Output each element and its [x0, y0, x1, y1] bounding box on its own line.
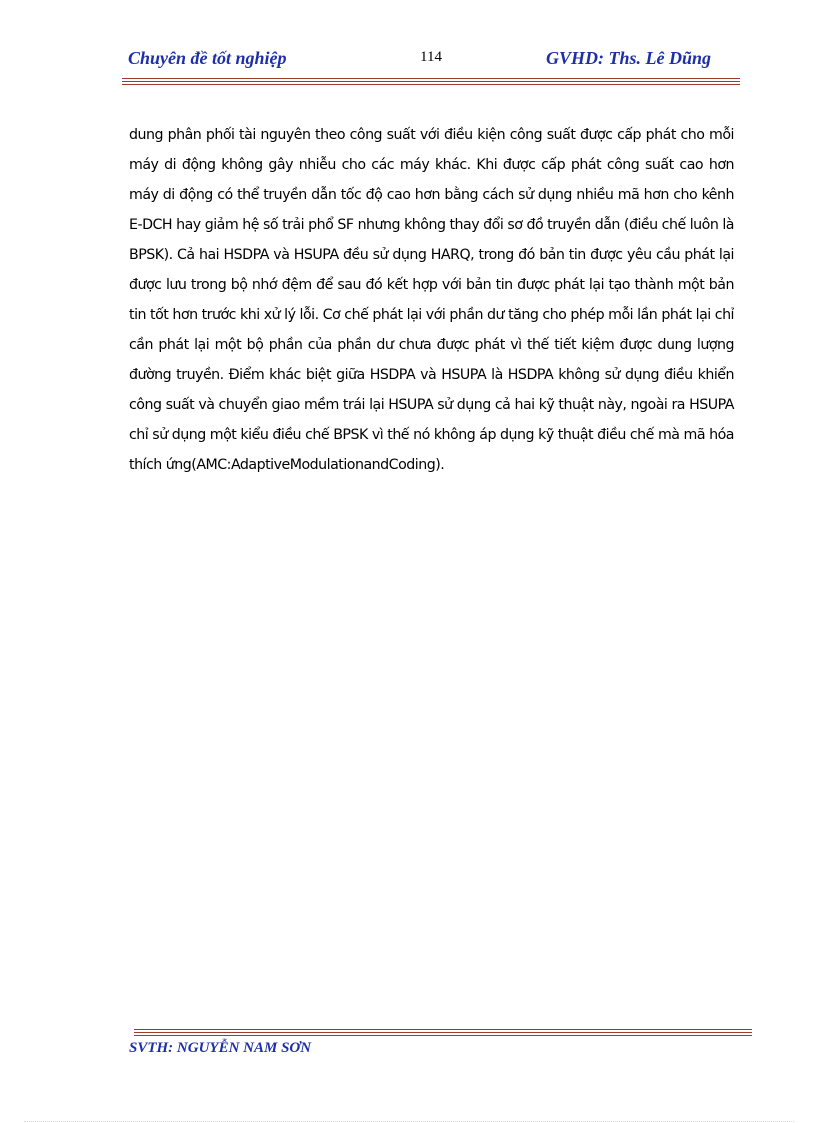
header-divider: [122, 78, 740, 79]
header-supervisor: GVHD: Ths. Lê Dũng: [546, 48, 712, 68]
body-paragraph: dung phân phối tài nguyên theo công suất với điều kiện công suất được cấp phát cho mỗi máy di động không gây nhiễu cho các máy khác. Khi được cấp phát công suất cao hơn máy di động có thể truyền dẫn tốc độ cao hơn bằng cách sử dụng nhiều mã hơn cho kênh E-DCH hay giảm hệ số trải phổ SF nhưng không thay đổi sơ đồ truyền dẫn (điều chế luôn là BPSK). Cả hai HSDPA và HSUPA đều sử dụng HARQ, trong đó bản tin được yêu cầu phát lại được lưu trong bộ nhớ đệm để sau đó kết hợp với bản tin được phát lại tạo thành một bản tin tốt hơn trước khi xử lý lỗi. Cơ chế phát lại với phần dư tăng cho phép mỗi lần phát lại chỉ cần phát lại một bộ phần của phần dư chưa được phát vì thế tiết kiệm được dung lượng đường truyền. Điểm khác biệt giữa HSDPA và HSUPA là HSDPA không sử dụng điều khiển công suất và chuyển giao mềm trái lại HSUPA sử dụng cả hai kỹ thuật này, ngoài ra HSUPA chỉ sử dụng một kiểu điều chế BPSK vì thế nó không áp dụng kỹ thuật điều chế mà mã hóa thích ứng(AMC:AdaptiveModulationandCoding).: [129, 127, 734, 473]
footer-divider: [134, 1029, 752, 1030]
header-title: Chuyên đề tốt nghiệp: [128, 48, 287, 68]
footer-divider: [134, 1035, 752, 1036]
footer-divider: [134, 1032, 752, 1033]
header-divider: [122, 81, 740, 82]
footer-author: SVTH: NGUYỄN NAM SƠN: [129, 1040, 312, 1056]
page-bottom-dotted-border: [24, 1121, 794, 1122]
header-divider: [122, 84, 740, 85]
page-number: 114: [420, 49, 442, 65]
